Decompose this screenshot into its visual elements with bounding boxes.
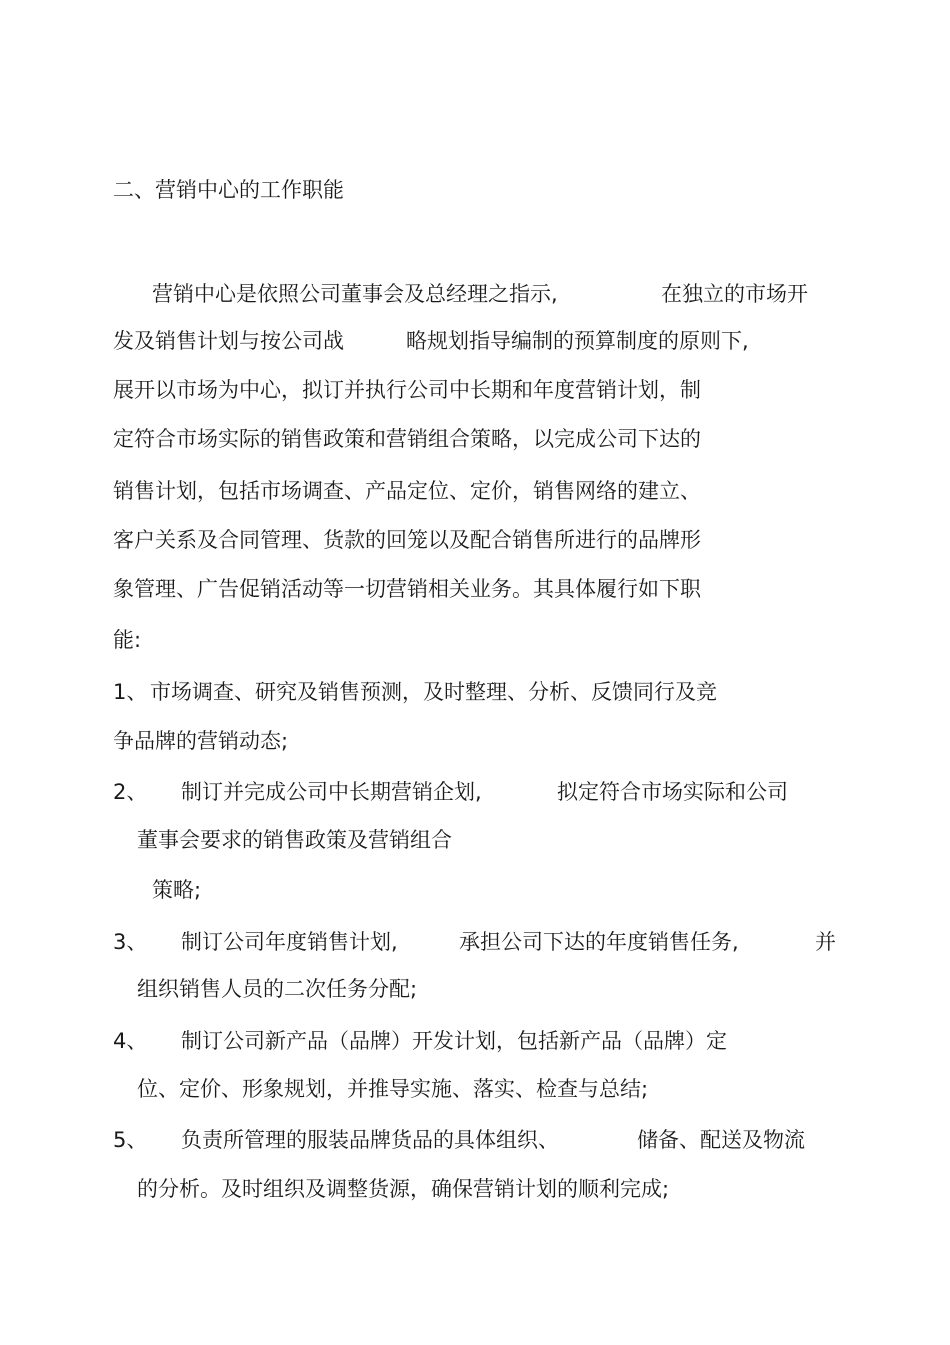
section-heading: 二、营销中心的工作职能 xyxy=(113,178,344,202)
list-item-4-number: 4、 xyxy=(113,1029,148,1053)
list-item-3-number: 3、 xyxy=(113,930,148,954)
intro-line-2-seg-1: 发及销售计划与按公司战 xyxy=(113,329,344,353)
list-item-3-line-1-seg-3: 并 xyxy=(815,930,836,954)
intro-line-1-seg-2 xyxy=(661,281,808,307)
intro-line-6: 客户关系及合同管理、货款的回笼以及配合销售所进行的品牌形 xyxy=(113,528,701,552)
list-item-2-line-2: 董事会要求的销售政策及营销组合 xyxy=(137,828,452,852)
intro-line-8: 能: xyxy=(113,628,142,652)
list-item-4-line-2: 位、定价、形象规划，并推导实施、落实、检查与总结; xyxy=(137,1077,649,1101)
intro-line-3: 展开以市场为中心，拟订并执行公司中长期和年度营销计划，制 xyxy=(113,378,701,402)
intro-line-1-seg-1: 营销中心是依照公司董事会及总经理之指示, xyxy=(152,282,558,306)
list-item-1-line-1: 市场调查、研究及销售预测，及时整理、分析、反馈同行及竞 xyxy=(150,680,717,704)
intro-line-1-text-2: 在独立的市场开 xyxy=(661,282,808,306)
intro-line-2-seg-2 xyxy=(406,328,749,354)
list-item-2-line-1-seg-2: 拟定符合市场实际和公司 xyxy=(557,780,788,804)
list-item-3-line-1-seg-1: 制订公司年度销售计划, xyxy=(181,930,398,954)
intro-line-7: 象管理、广告促销活动等一切营销相关业务。其具体履行如下职 xyxy=(113,577,701,601)
list-item-1-line-2: 争品牌的营销动态; xyxy=(113,729,289,753)
list-item-5-line-1-seg-2: 储备、配送及物流 xyxy=(637,1128,805,1152)
intro-line-5: 销售计划，包括市场调查、产品定位、定价，销售网络的建立、 xyxy=(113,479,701,503)
list-item-2-line-3: 策略; xyxy=(152,878,202,902)
list-item-3-line-2: 组织销售人员的二次任务分配; xyxy=(137,977,418,1001)
list-item-2-line-1-seg-1: 制订并完成公司中长期营销企划, xyxy=(181,780,482,804)
intro-line-2 xyxy=(113,328,344,354)
list-item-2-number: 2、 xyxy=(113,780,148,804)
list-item-1-number: 1、 xyxy=(113,680,148,704)
intro-line-4: 定符合市场实际的销售政策和营销组合策略，以完成公司下达的 xyxy=(113,427,701,451)
list-item-4-line-1: 制订公司新产品（品牌）开发计划，包括新产品（品牌）定 xyxy=(181,1029,727,1053)
intro-line-1 xyxy=(152,281,558,307)
list-item-5-line-2: 的分析。及时组织及调整货源，确保营销计划的顺利完成; xyxy=(137,1177,670,1201)
list-item-3-line-1-seg-2: 承担公司下达的年度销售任务, xyxy=(459,930,739,954)
intro-line-2-text-2: 略规划指导编制的预算制度的原则下, xyxy=(406,329,749,353)
list-item-5-line-1-seg-1: 负责所管理的服装品牌货品的具体组织、 xyxy=(181,1128,559,1152)
list-item-5-number: 5、 xyxy=(113,1128,148,1152)
